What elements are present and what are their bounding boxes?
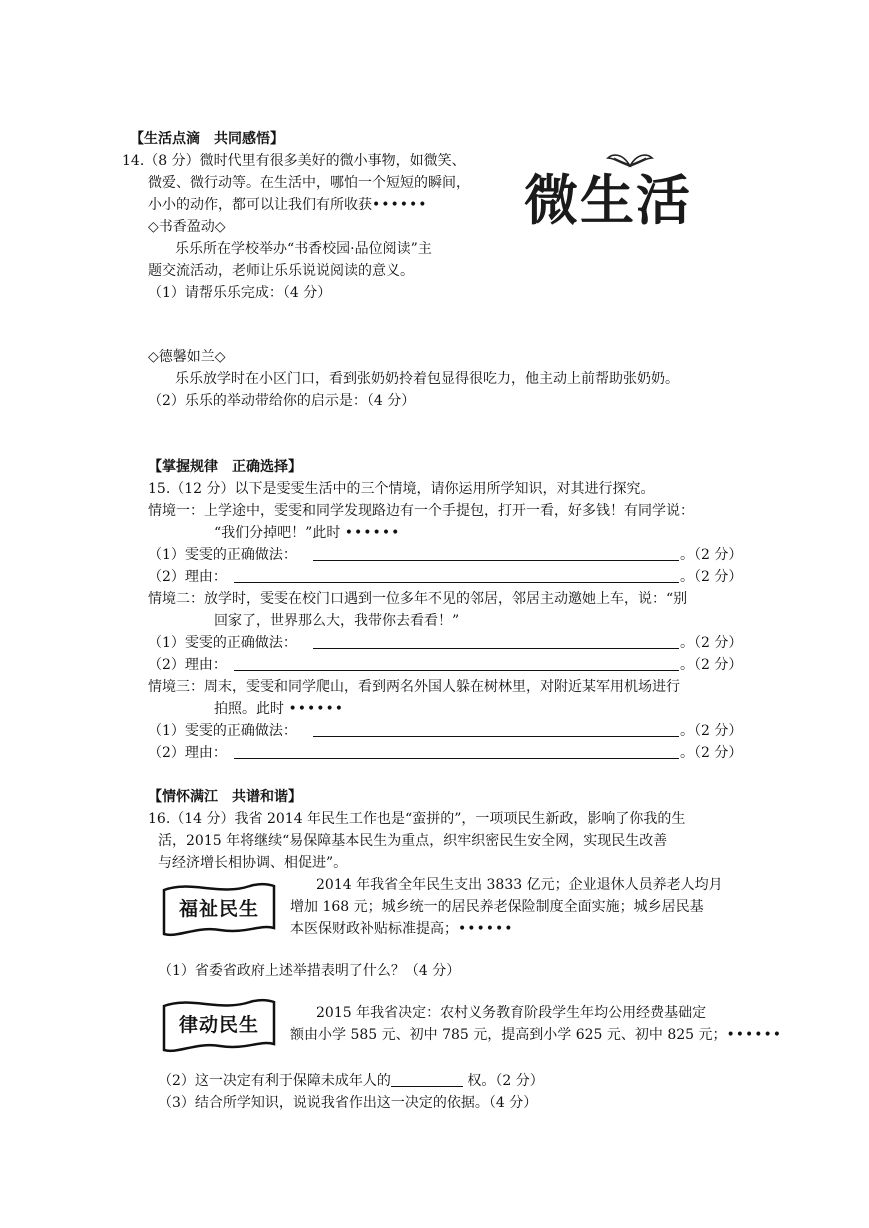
s1-reason-label: （2）理由： — [148, 569, 227, 585]
ellipsis-dots: •••••• — [288, 701, 344, 717]
sub2-title: ◇德馨如兰◇ — [148, 349, 226, 365]
q14-line3 — [148, 194, 428, 216]
score-suffix: 。（2 分） — [680, 657, 743, 673]
s2-reason-blank[interactable] — [234, 655, 679, 671]
q16-line1: 16.（14 分）我省 2014 年民生工作也是“蛮拼的”，一项项民生新政，影响了你我的生 — [148, 811, 686, 827]
rhythm-line2-text: 额由小学 585 元、初中 785 元，提高到小学 625 元、初中 825 元； — [290, 1027, 727, 1043]
scenario2-line1: 情境二：放学时，雯雯在校门口遇到一位多年不见的邻居，邻居主动邀她上车，说：“别 — [148, 591, 688, 607]
score-suffix: 。（2 分） — [680, 745, 743, 761]
sub1-para2: 题交流活动，老师让乐乐说说阅读的意义。 — [148, 263, 414, 279]
rhythm-line2 — [290, 1024, 782, 1046]
s1-reason-blank[interactable] — [234, 567, 679, 583]
scenario3-line2-text: 拍照。此时 — [214, 701, 284, 717]
q16-line3: 与经济增长相协调、相促进”。 — [158, 855, 348, 871]
score-suffix: 。（2 分） — [680, 569, 743, 585]
section-header-life: 【生活点滴 共同感悟】 — [130, 131, 284, 147]
rhythm-line1: 2015 年我省决定：农村义务教育阶段学生年均公用经费基础定 — [316, 1005, 707, 1021]
q14-line2: 微爱、微行动等。在生活中，哪怕一个短短的瞬间， — [148, 175, 470, 191]
q14-line1: 14.（8 分）微时代里有很多美好的微小事物，如微笑、 — [122, 153, 466, 169]
rhythm-badge — [160, 994, 278, 1058]
q14-line3-text: 小小的动作，都可以让我们有所收获 — [148, 197, 372, 213]
section-header-rules: 【掌握规律 正确选择】 — [148, 459, 302, 475]
scenario3-line2 — [214, 698, 344, 720]
scenario1-line2-text: “我们分掉吧！”此时 — [214, 525, 341, 541]
welfare-line1: 2014 年我省全年民生支出 3833 亿元；企业退休人员养老人均月 — [316, 877, 723, 893]
ellipsis-dots: •••••• — [344, 525, 401, 541]
s3-reason-label: （2）理由： — [148, 745, 227, 761]
ellipsis-dots: •••••• — [372, 197, 428, 213]
sub1-question: （1）请帮乐乐完成：（4 分） — [148, 285, 332, 301]
s1-practice-blank[interactable] — [313, 545, 679, 561]
score-suffix: 。（2 分） — [680, 723, 743, 739]
rights-blank[interactable] — [391, 1071, 463, 1087]
logo-text: 微生活 — [524, 169, 692, 232]
welfare-line3-text: 本医保财政补贴标准提高； — [290, 921, 458, 937]
ellipsis-dots: •••••• — [458, 921, 514, 937]
sub1-para1: 乐乐所在学校举办“书香校园·品位阅读”主 — [175, 241, 432, 257]
rhythm-badge-label: 律动民生 — [178, 1014, 259, 1036]
q16-question3: （3）结合所学知识，说说我省作出这一决定的依据。（4 分） — [158, 1095, 538, 1111]
section-header-harmony: 【情怀满江 共谱和谐】 — [148, 789, 302, 805]
s1-practice-label: （1）雯雯的正确做法： — [148, 547, 297, 563]
scenario3-line1: 情境三：周末，雯雯和同学爬山，看到两名外国人躲在树林里，对附近某军用机场进行 — [148, 679, 680, 695]
welfare-line2: 增加 168 元；城乡统一的居民养老保险制度全面实施；城乡居民基 — [290, 899, 704, 915]
scenario2-line2: 回家了，世界那么大，我带你去看看！” — [214, 613, 460, 629]
s2-reason-label: （2）理由： — [148, 657, 227, 673]
ellipsis-dots: •••••• — [726, 1027, 783, 1043]
q2-suffix: 权。（2 分） — [467, 1073, 544, 1089]
score-suffix: 。（2 分） — [680, 635, 743, 651]
s2-practice-blank[interactable] — [313, 633, 679, 649]
scenario1-line1: 情境一：上学途中，雯雯和同学发现路边有一个手提包，打开一看，好多钱！有同学说： — [148, 503, 694, 519]
s2-practice-label: （1）雯雯的正确做法： — [148, 635, 297, 651]
sub2-question: （2）乐乐的举动带给你的启示是：（4 分） — [148, 393, 416, 409]
sub2-para1: 乐乐放学时在小区门口，看到张奶奶拎着包显得很吃力，他主动上前帮助张奶奶。 — [175, 371, 679, 387]
welfare-line3 — [290, 918, 514, 940]
q2-prefix: （2）这一决定有利于保障未成年人的 — [158, 1073, 391, 1089]
q16-question2 — [158, 1070, 544, 1092]
scenario1-line2 — [214, 522, 400, 544]
q15-intro: 15.（12 分）以下是雯雯生活中的三个情境，请你运用所学知识，对其进行探究。 — [148, 481, 655, 497]
s3-practice-label: （1）雯雯的正确做法： — [148, 723, 297, 739]
s3-practice-blank[interactable] — [313, 721, 679, 737]
q16-question1: （1）省委省政府上述举措表明了什么？（4 分） — [158, 963, 461, 979]
score-suffix: 。（2 分） — [680, 547, 743, 563]
q16-line2: 活，2015 年将继续“易保障基本民生为重点，织牢织密民生安全网，实现民生改善 — [158, 833, 668, 849]
welfare-badge-label: 福祉民生 — [178, 898, 259, 920]
micro-life-logo — [518, 148, 722, 230]
sub1-title: ◇书香盈动◇ — [148, 219, 226, 235]
welfare-badge — [160, 878, 278, 942]
s3-reason-blank[interactable] — [234, 743, 679, 759]
